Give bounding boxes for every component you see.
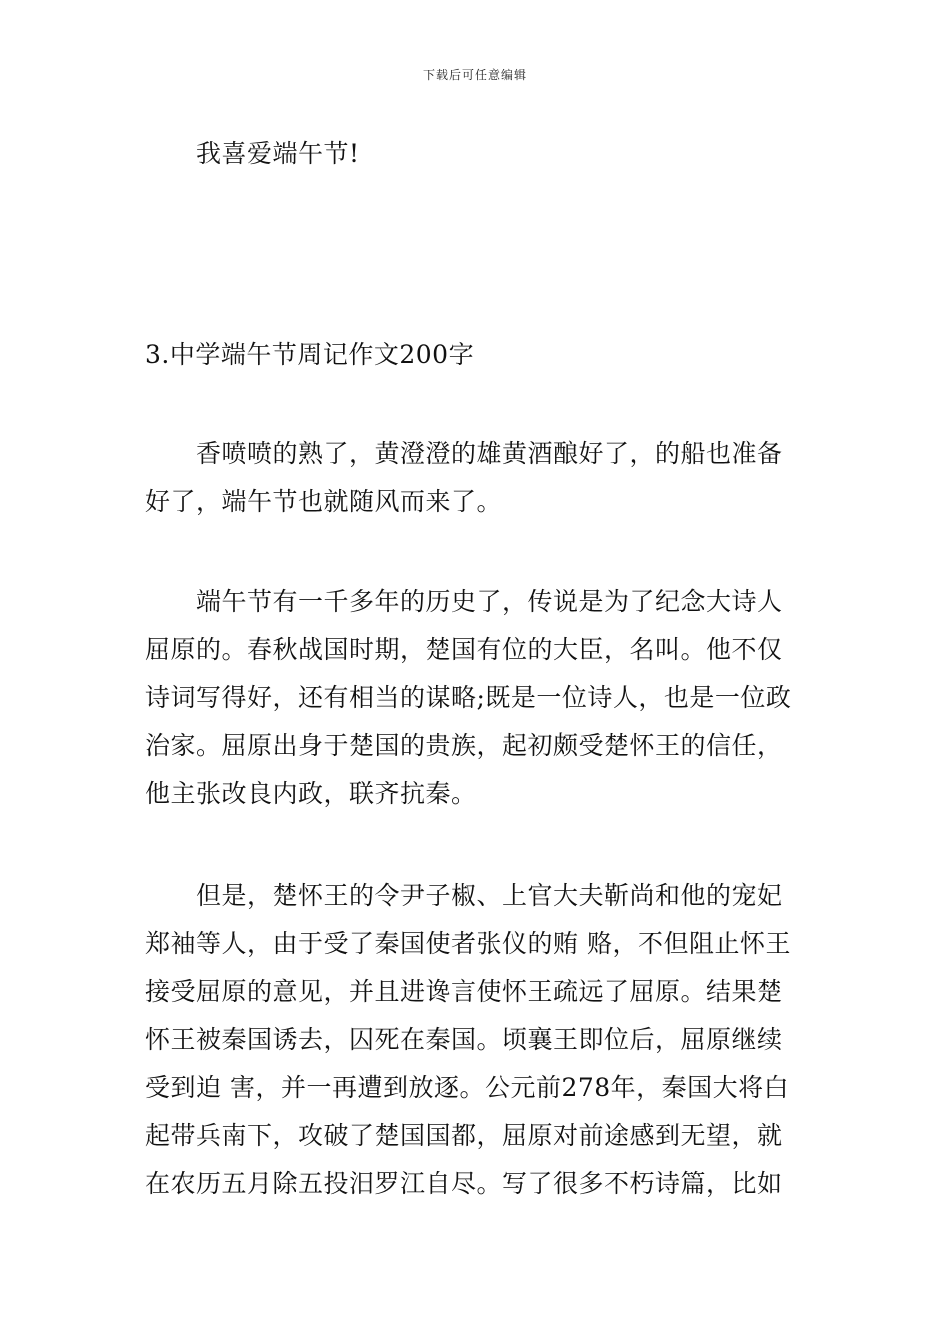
text-line: 香喷喷的熟了，黄澄澄的雄黄酒酿好了，的船也准备 bbox=[196, 439, 783, 468]
text-line: 在农历五月除五投汨罗江自尽。写了很多不朽诗篇，比如 bbox=[145, 1169, 783, 1198]
text-line: 起带兵南下，攻破了楚国国都，屈原对前途感到无望，就 bbox=[145, 1121, 783, 1150]
text-line: 治家。屈原出身于楚国的贵族，起初颇受楚怀王的信任， bbox=[145, 731, 783, 760]
text-line: 接受屈原的意见，并且进谗言使怀王疏远了屈原。结果楚 bbox=[145, 977, 783, 1006]
text-line: 但是，楚怀王的令尹子椒、上官大夫靳尚和他的宠妃 bbox=[196, 881, 783, 910]
text-line: 诗词写得好，还有相当的谋略;既是一位诗人，也是一位政 bbox=[145, 683, 792, 712]
text-line: 端午节有一千多年的历史了，传说是为了纪念大诗人 bbox=[196, 587, 783, 616]
text-line: 好了，端午节也就随风而来了。 bbox=[145, 487, 503, 516]
text-line: 我喜爱端午节! bbox=[196, 139, 360, 168]
text-line: 受到迫 害，并一再遭到放逐。公元前278年，秦国大将白 bbox=[145, 1073, 790, 1102]
page-header: 下载后可任意编辑 bbox=[422, 68, 527, 82]
section-heading: 3.中学端午节周记作文200字 bbox=[145, 340, 475, 369]
text-line: 郑袖等人，由于受了秦国使者张仪的贿 赂，不但阻止怀王 bbox=[145, 929, 791, 958]
text-line: 屈原的。春秋战国时期，楚国有位的大臣，名叫。他不仅 bbox=[145, 635, 783, 664]
text-line: 他主张改良内政，联齐抗秦。 bbox=[145, 779, 477, 808]
text-line: 怀王被秦国诱去，囚死在秦国。顷襄王即位后，屈原继续 bbox=[145, 1025, 783, 1054]
